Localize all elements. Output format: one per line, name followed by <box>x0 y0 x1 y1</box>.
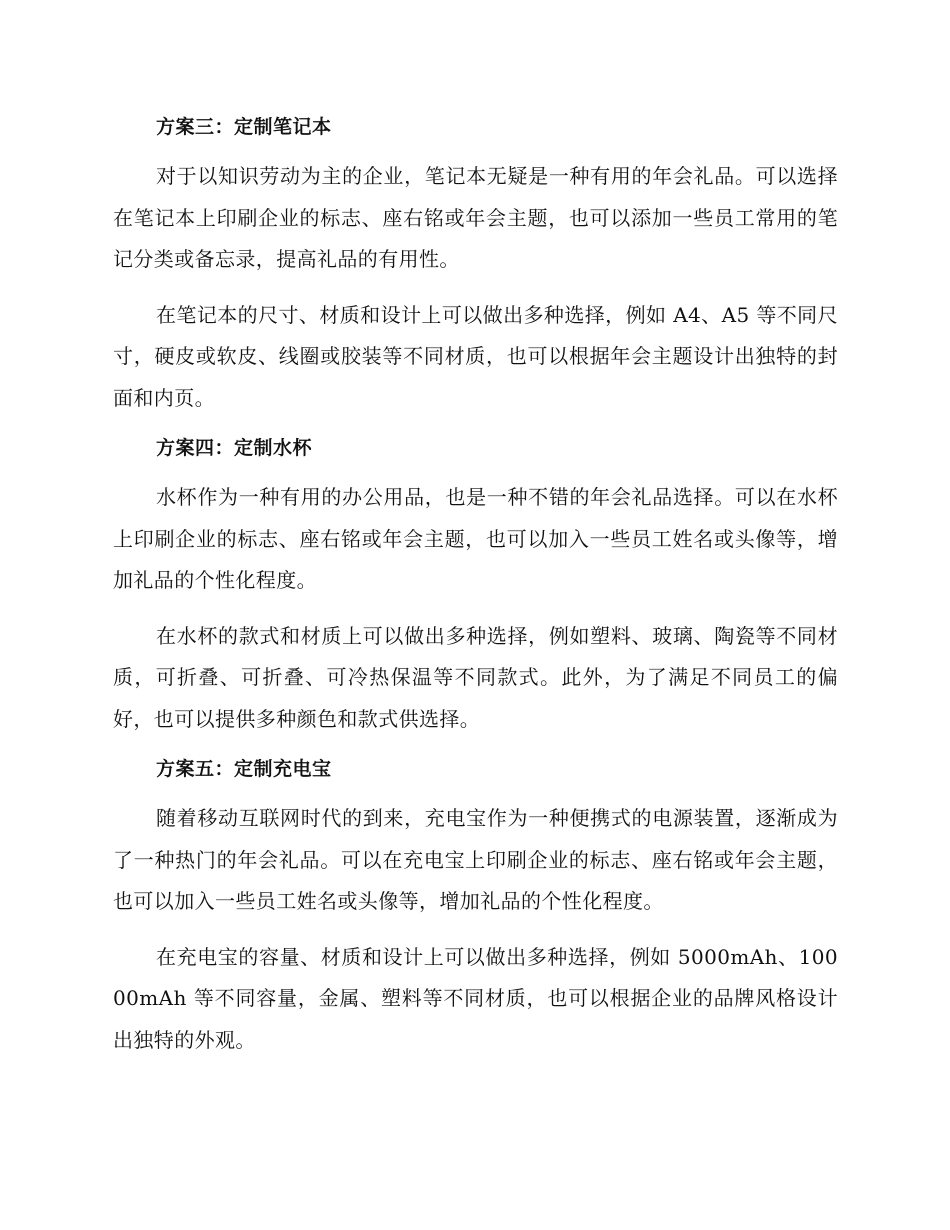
section-notebook <box>113 112 838 419</box>
paragraph: 在笔记本的尺寸、材质和设计上可以做出多种选择，例如 A4、A5 等不同尺寸，硬皮或软皮、线圈或胶装等不同材质，也可以根据年会主题设计出独特的封面和内页。 <box>113 302 838 410</box>
section-water-cup <box>113 433 838 740</box>
section-heading: 方案五：定制充电宝 <box>156 758 332 780</box>
paragraph: 在充电宝的容量、材质和设计上可以做出多种选择，例如 5000mAh、10000mAh 等不同容量，金属、塑料等不同材质，也可以根据企业的品牌风格设计出独特的外观。 <box>113 944 838 1052</box>
paragraph: 随着移动互联网时代的到来，充电宝作为一种便携式的电源装置，逐渐成为了一种热门的年会礼品。可以在充电宝上印刷企业的标志、座右铭或年会主题，也可以加入一些员工姓名或头像等，增加礼品的个性化程度。 <box>113 806 838 913</box>
section-heading: 方案四：定制水杯 <box>156 437 313 459</box>
section-heading: 方案三：定制笔记本 <box>156 116 332 138</box>
section-power-bank <box>113 754 838 1061</box>
paragraph: 水杯作为一种有用的办公用品，也是一种不错的年会礼品选择。可以在水杯上印刷企业的标志、座右铭或年会主题，也可以加入一些员工姓名或头像等，增加礼品的个性化程度。 <box>113 485 838 592</box>
document-page <box>113 112 838 1075</box>
paragraph: 对于以知识劳动为主的企业，笔记本无疑是一种有用的年会礼品。可以选择在笔记本上印刷企业的标志、座右铭或年会主题，也可以添加一些员工常用的笔记分类或备忘录，提高礼品的有用性。 <box>113 164 838 271</box>
paragraph: 在水杯的款式和材质上可以做出多种选择，例如塑料、玻璃、陶瓷等不同材质，可折叠、可折叠、可冷热保温等不同款式。此外，为了满足不同员工的偏好，也可以提供多种颜色和款式供选择。 <box>113 623 838 731</box>
